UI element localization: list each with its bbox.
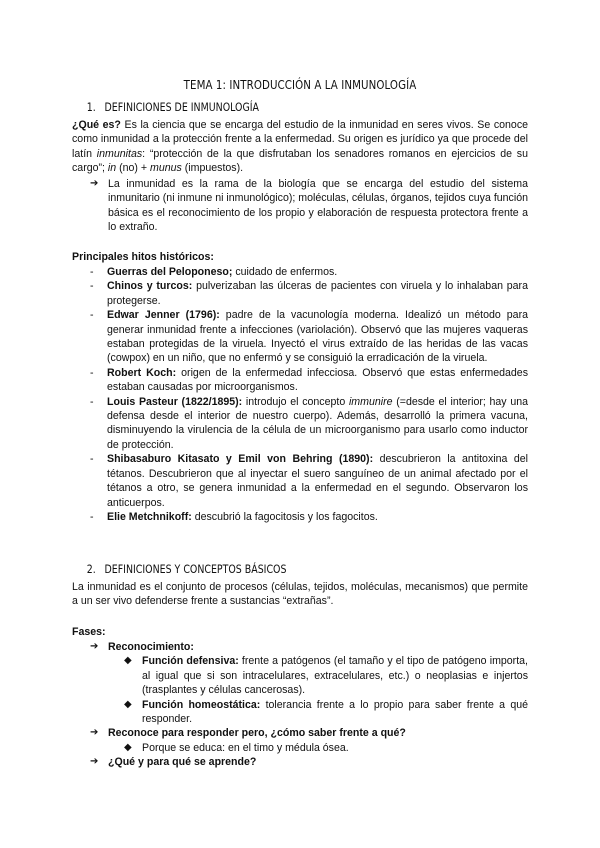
immunity-intro-paragraph: La inmunidad es el conjunto de procesos (células, tejidos, moléculas, mecanismos) que permite a un ser vivo defenderse frente a sustancias “extrañas”. [72,581,528,608]
dash-bullet: - [90,510,94,523]
milestone-name: Guerras del Peloponeso; [107,266,233,278]
list-item [72,726,528,740]
list-item [72,366,528,395]
milestone-name: Chinos y turcos: [107,280,193,293]
list-item [72,741,528,755]
list-item [72,265,528,279]
list-item [72,698,528,727]
list-item [72,395,528,453]
section-2-title: DEFINICIONES Y CONCEPTOS BÁSICOS [104,562,287,576]
milestone-text-pre: introdujo el concepto [242,395,349,408]
milestone-name: Shibasaburo Kitasato y Emil von Behring (1890): [107,453,374,466]
milestone-text: descubrió la fagocitosis y los fagocitos. [191,510,378,523]
phase-learn-question: ¿Qué y para qué se aprende? [108,756,257,769]
diamond-bullet-icon: ◆ [124,698,132,710]
milestone-name: Edwar Jenner (1796): [107,309,220,322]
phases-label: Fases: [72,626,106,638]
dash-bullet: - [90,266,94,278]
arrow-icon: ➔ [90,641,99,652]
phase-respond-question: Reconoce para responder pero, ¿cómo saber frente a qué? [108,727,406,740]
list-item [72,308,528,366]
function-defensive-label: Función defensiva: [142,655,239,668]
milestone-name: Robert Koch: [107,366,177,379]
milestone-text: (=desde el interior; hay una defensa desde el interior de nuestro cuerpo). Además, desarrolló la primera vacuna, disminuyendo la virulencia de la célula de un microorganismo para usarlo como inductor de protección. [107,395,528,451]
latin-term-in: in [107,162,117,175]
definition-text-1: Es la ciencia que se encarga del estudio de la inmunidad en seres vivos. Se conoce como inmunidad a la protección frente a la enfermedad. Su origen es jurídico ya que procede del latín [72,119,529,160]
milestone-name: Elie Metchnikoff: [107,510,192,523]
definition-text-3: (no) + [116,162,151,175]
education-answer: Porque se educa: en el timo y médula ósea. [142,741,349,754]
milestone-name: Louis Pasteur (1822/1895): [107,395,243,408]
phases-heading [72,625,528,639]
section-2-heading [72,562,528,576]
milestone-text: padre de la vacunología moderna. Idealizó un método para generar inmunidad frente a infecciones (variolación). Observó que las mujeres vaqueras estaban protegidas de la viruela. Inyectó el virus extraído de las heridas de las vacas (cowpox) en un niño, que no enfermó y se consiguió la erradicación de la viruela. [107,309,528,365]
dash-bullet: - [90,280,94,293]
dash-bullet: - [90,453,94,466]
list-item [72,452,528,510]
list-item [72,654,528,697]
immunity-arrow-item [72,177,528,235]
section-2-number: 2. [86,562,96,576]
list-item [72,279,528,308]
milestone-text: descubrieron la antitoxina del tétanos. Descubrieron que al inyectar el suero sanguíneo de un animal afectado por el tétanos a otro, se genera inmunidad a la enfermedad en el segundo. Observaron los anticuerpos. [107,453,529,509]
arrow-icon: ➔ [90,756,99,768]
milestone-text: origen de la enfermedad infecciosa. Observó que estas enfermedades estaban causadas por microorganismos. [107,366,528,394]
definition-text-2: : “protección de la que disfrutaban los senadores romanos en ejercicios de su cargo”; [72,147,528,175]
dash-bullet: - [90,309,94,322]
function-defensive-text: frente a patógenos (el tamaño y el tipo de patógeno importa, al igual que si son intracelulares, extracelulares, etc.) o neoplasias e injertos (trasplantes y células cancerosas). [142,655,528,697]
section-1-heading [72,100,528,114]
phases-list [72,640,528,770]
dash-bullet: - [90,395,94,408]
milestones-heading [72,250,528,264]
function-homeostatic-label: Función homeostática: [142,698,261,711]
page-title: TEMA 1: INTRODUCCIÓN A LA INMUNOLOGÍA [183,77,417,92]
list-item [72,640,528,654]
diamond-bullet-icon: ◆ [124,741,132,753]
definition-text-4: (impuestos). [181,162,244,175]
definition-paragraph [72,118,528,176]
immunity-arrow-text: La inmunidad es la rama de la biología que se encarga del estudio del sistema inmunitario (ni inmune ni inmunológico); moléculas, células, órganos, tejidos cuya función básica es el reconocimiento de los propio y elaboración de respuesta protectora frente a lo extraño. [108,178,528,234]
latin-term-inmunitas: inmunitas [96,147,143,160]
milestones-list [72,265,528,524]
milestone-text: pulverizaban las úlceras de pacientes con viruela y lo inhalaban para protegerse. [107,280,528,307]
dash-bullet: - [90,366,94,379]
list-item [72,755,528,769]
arrow-icon: ➔ [90,727,99,739]
milestones-label: Principales hitos históricos: [72,251,214,263]
latin-term-immunire: immunire [348,395,393,408]
diamond-bullet-icon: ◆ [124,655,132,667]
definition-question: ¿Qué es? [72,119,121,131]
arrow-icon: ➔ [90,178,99,189]
list-item [72,510,528,524]
section-1-title: DEFINICIONES DE INMUNOLOGÍA [104,100,260,114]
phase-recognition: Reconocimiento: [108,641,194,653]
function-homeostatic-text: tolerancia frente a lo propio para saber frente a qué responder. [142,698,529,726]
section-1-number: 1. [86,100,96,114]
latin-term-munus: munus [150,162,182,175]
milestone-text: cuidado de enfermos. [232,266,338,278]
